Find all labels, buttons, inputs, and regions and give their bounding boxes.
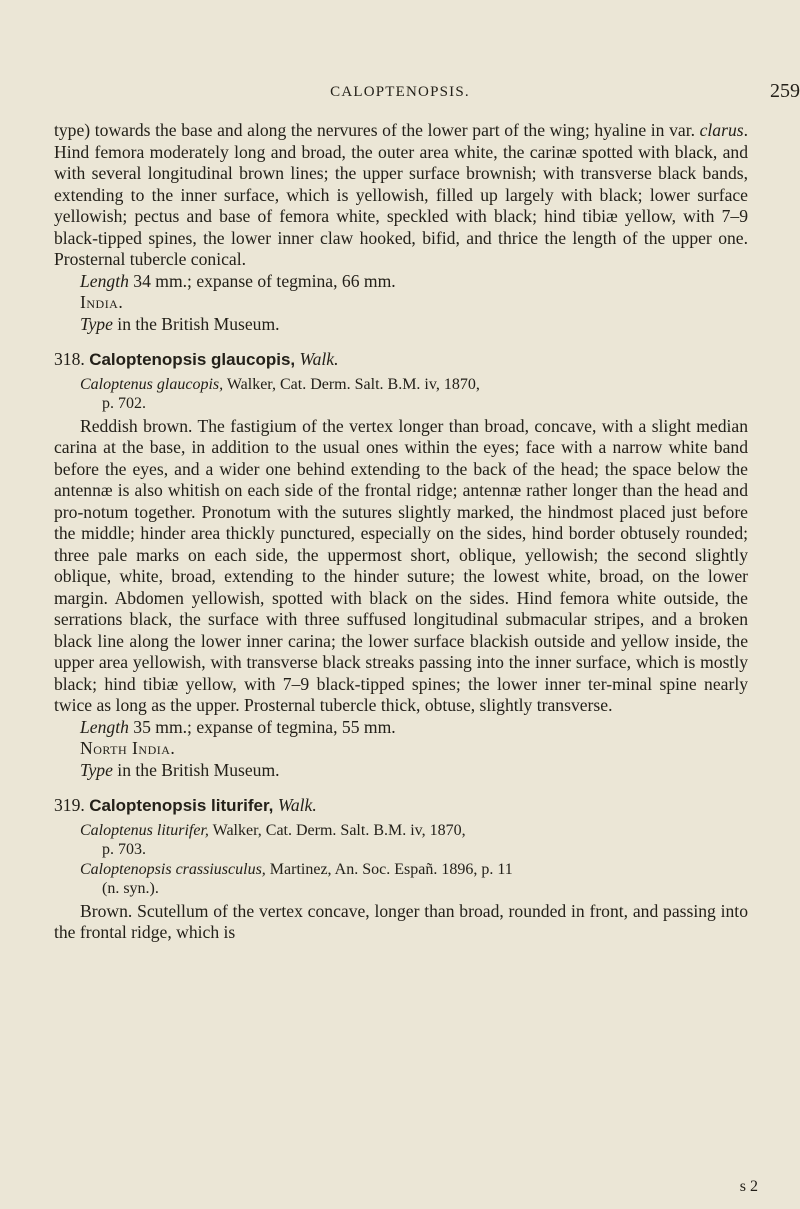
synonym-319-a: Caloptenus liturifer, Walker, Cat. Derm. Salt. B.M. iv, 1870,: [80, 821, 466, 839]
locality-318: North India.: [80, 738, 176, 758]
type-line: Type in the British Museum.: [80, 313, 280, 334]
synonym-319-b-cont: (n. syn.).: [102, 880, 159, 897]
description-319: Brown. Scutellum of the vertex concave, longer than broad, rounded in front, and passing into the frontal ridge, which is: [54, 900, 748, 942]
signature-mark: s 2: [739, 1178, 758, 1195]
length-line: Length 34 mm.; expanse of tegmina, 66 mm.: [80, 270, 396, 291]
synonym-318: Caloptenus glaucopis, Walker, Cat. Derm. Salt. B.M. iv, 1870,: [80, 375, 480, 393]
length-line-318: Length 35 mm.; expanse of tegmina, 55 mm.: [80, 716, 396, 737]
description-318: Reddish brown. The fastigium of the vertex longer than broad, concave, with a slight median carina at the base, in addition to the usual ones within the eyes; face with a narrow white band before the eyes, and a wider one behind extending to the back of the head; the space below the antennæ is also whitish on each side of the frontal ridge; antennæ rather longer than the head and pro-notum together. Pronotum with the sutures slightly marked, the hindmost placed just before the middle; hinder area thickly punctured, especially on the sides, hind border obtusely rounded; three pale marks on each side, the uppermost short, oblique, yellowish; the second slightly oblique, white, broad, extending to the hinder suture; the lowest white, broad, on the lower margin. Abdomen yellowish, spotted with black on the sides. Hind femora white outside, the serrations black, the surface with three suffused longitudinal submacular stripes, and a broken black line along the lower inner carina; the lower surface blackish outside and yellow inside, the upper area yellowish, with transverse black streaks passing into the inner surface, which is mostly black; hind tibiæ yellow, with 7–9 black-tipped spines; the lower inner ter-minal spine nearly twice as long as the upper. Prosternal tubercle thick, obtuse, slightly transverse.: [54, 415, 748, 715]
continued-paragraph: type) towards the base and along the nervures of the lower part of the wing; hyaline in var. clarus. Hind femora moderately long and broad, the outer area white, the carinæ spotted with black, and with several longitudinal brown lines; the upper surface brownish; with transverse black bands, extending to the inner surface, which is yellowish, filled up largely with black; lower surface yellowish; pectus and base of femora white, speckled with black; hind tibiæ yellow, with 7–9 black-tipped spines, the lower inner claw hooked, bifid, and thrice the length of the upper one. Prosternal tubercle conical.: [54, 120, 748, 269]
synonym-319-b: Caloptenopsis crassiusculus, Martinez, An. Soc. Españ. 1896, p. 11: [80, 860, 513, 878]
running-title: CALOPTENOPSIS.: [330, 84, 470, 100]
synonym-319-a-cont: p. 703.: [102, 841, 146, 858]
synonym-318-cont: p. 702.: [102, 395, 146, 412]
species-heading-318: 318. Caloptenopsis glaucopis, Walk.: [54, 349, 339, 369]
type-line-318: Type in the British Museum.: [80, 759, 280, 780]
locality: India.: [80, 292, 124, 312]
species-heading-319: 319. Caloptenopsis liturifer, Walk.: [54, 795, 317, 815]
page-body: [54, 120, 748, 944]
page-number: 259: [770, 80, 800, 102]
